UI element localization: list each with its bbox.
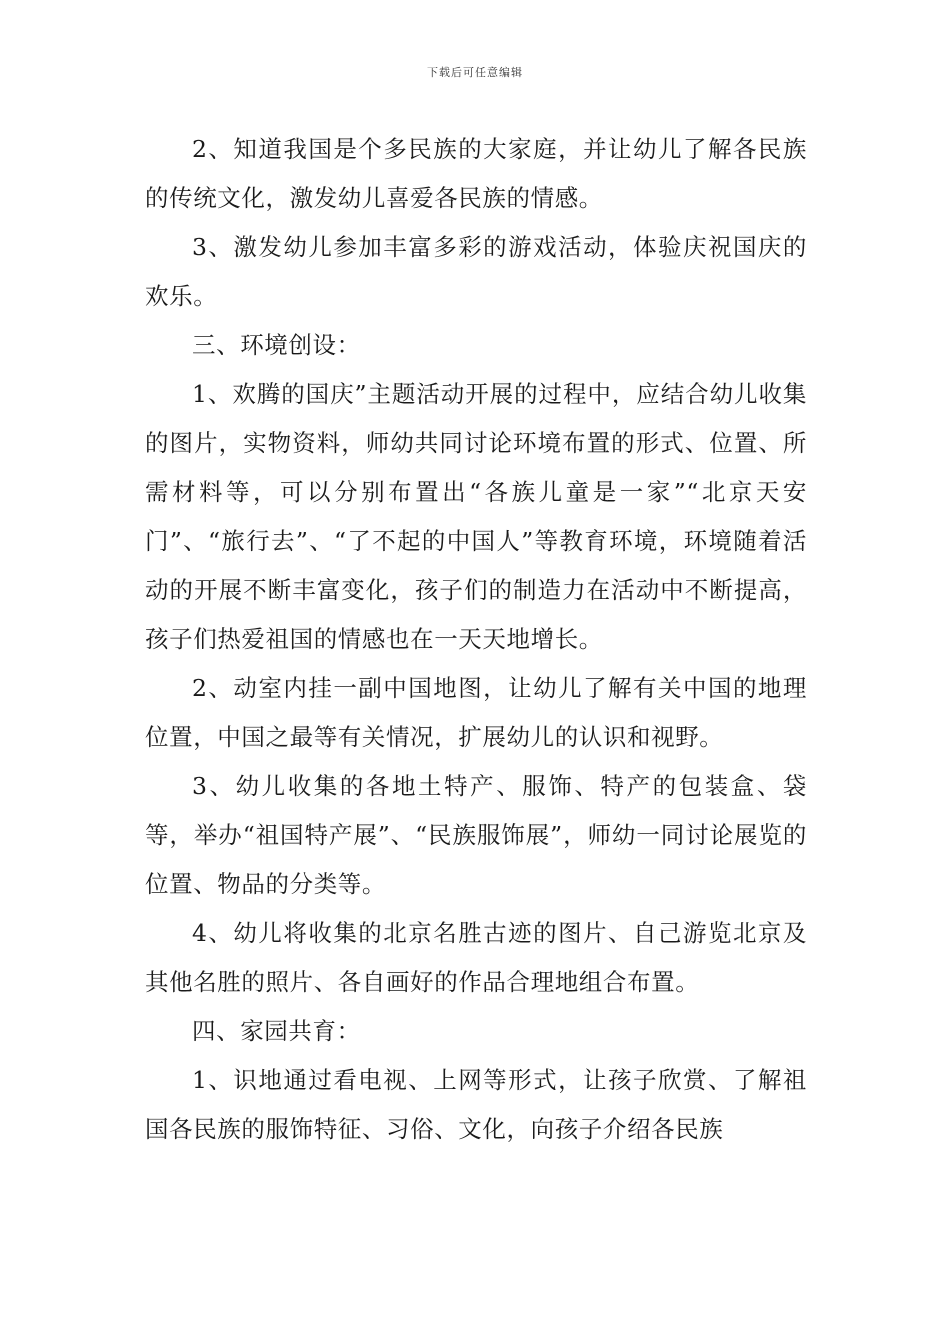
paragraph-environment-2: 2、动室内挂一副中国地图，让幼儿了解有关中国的地理位置，中国之最等有关情况，扩展幼儿的认识和视野。 (145, 674, 807, 751)
section-heading-home-school: 四、家园共育： (192, 1017, 361, 1045)
paragraph-environment-4: 4、幼儿将收集的北京名胜古迹的图片、自己游览北京及其他名胜的照片、各自画好的作品合理地组合布置。 (145, 919, 807, 996)
paragraph-goal-3: 3、激发幼儿参加丰富多彩的游戏活动，体验庆祝国庆的欢乐。 (145, 233, 807, 310)
paragraph-goal-2: 2、知道我国是个多民族的大家庭，并让幼儿了解各民族的传统文化，激发幼儿喜爱各民族的情感。 (145, 135, 807, 212)
document-body (145, 125, 807, 1154)
paragraph-environment-1: 1、欢腾的国庆”主题活动开展的过程中，应结合幼儿收集的图片，实物资料，师幼共同讨论环境布置的形式、位置、所需材料等，可以分别布置出“各族儿童是一家”“北京天安门”、“旅行去”、“了不起的中国人”等教育环境，环境随着活动的开展不断丰富变化，孩子们的制造力在活动中不断提高，孩子们热爱祖国的情感也在一天天地增长。 (145, 380, 807, 653)
paragraph-environment-3: 3、幼儿收集的各地土特产、服饰、特产的包装盒、袋等，举办“祖国特产展”、“民族服饰展”，师幼一同讨论展览的位置、物品的分类等。 (145, 772, 807, 898)
paragraph-home-school-1: 1、识地通过看电视、上网等形式，让孩子欣赏、了解祖国各民族的服饰特征、习俗、文化，向孩子介绍各民族 (145, 1066, 807, 1143)
page-header-note: 下载后可任意编辑 (427, 66, 523, 79)
section-heading-environment: 三、环境创设： (192, 331, 361, 359)
